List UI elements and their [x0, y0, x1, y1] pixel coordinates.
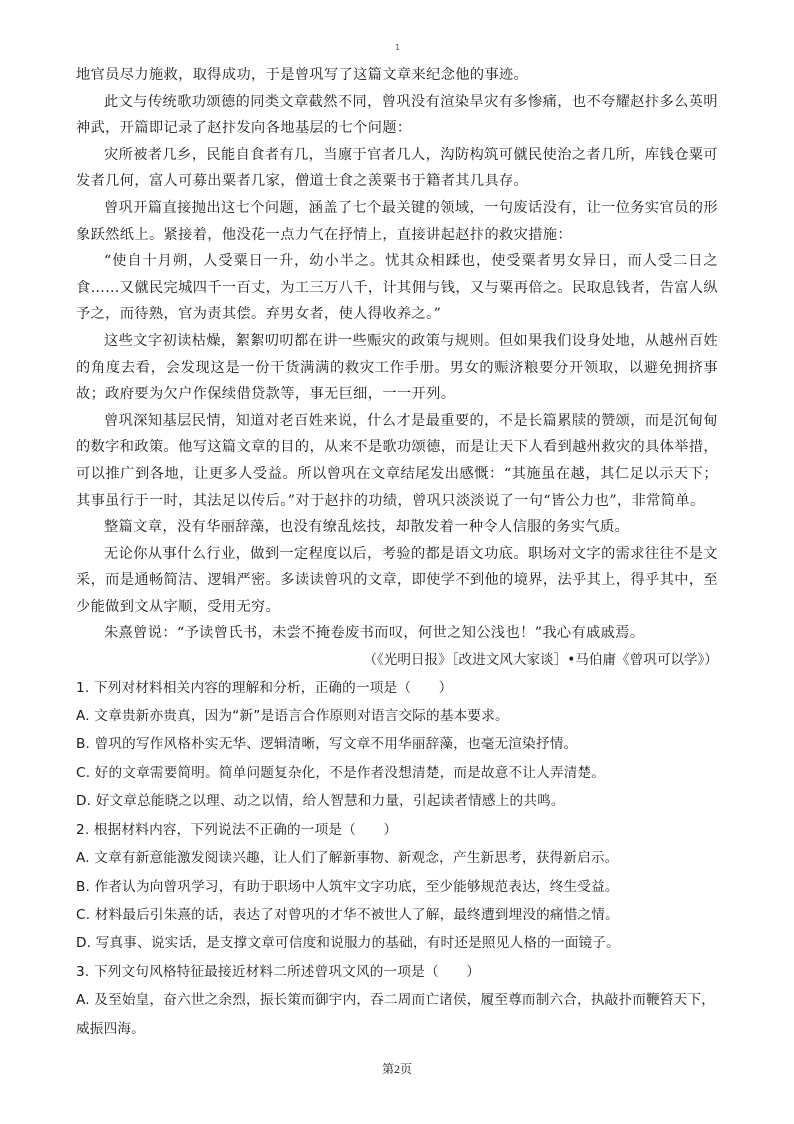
question-2-stem: 2. 根据材料内容，下列说法不正确的一项是（ ）: [76, 821, 398, 838]
passage-source: （《光明日报》［改进文风大家谈］•马伯庸《曾巩可以学》）: [363, 652, 718, 669]
passage-paragraph-5: 这些文字初读枯燥，絮絮叨叨都在讲一些赈灾的政策与规则。但如果我们设身处地，从越州百姓的角度去看，会发现这是一份干货满满的救灾工作手册。男女的赈济粮要分开领取，以避免拥挤事故；政府要为欠户作保续借贷款等，事无巨细，一一开列。: [76, 332, 718, 403]
passage-paragraph-7: 整篇文章，没有华丽辞藻，也没有缭乱炫技，却散发着一种令人信服的务实气质。: [104, 519, 630, 536]
question-2-option-a: A. 文章有新意能激发阅读兴趣，让人们了解新事物、新观念，产生新思考，获得新启示。: [76, 850, 619, 867]
question-2-option-c: C. 材料最后引朱熹的话，表达了对曾巩的才华不被世人了解，最终遭到埋没的痛惜之情。: [76, 906, 619, 923]
passage-paragraph-3: 曾巩开篇直接抛出这七个问题，涵盖了七个最关键的领域，一句废话没有，让一位务实官员的形象跃然纸上。紧接着，他没花一点力气在抒情上，直接讲起赵抃的救灾措施：: [76, 199, 718, 243]
question-1-option-a: A. 文章贵新亦贵真，因为“新”是语言合作原则对语言交际的基本要求。: [76, 708, 509, 725]
passage-quote-measures: “使自十月朔，人受粟日一升，幼小半之。忧其众相蹂也，使受粟者男女异日，而人受二日之食……又僦民完城四千一百丈，为工三万八千，计其佣与钱，又与粟再倍之。民取息钱者，告富人纵予之，而待熟，官为责其偿。弃男女者，使人得收养之。”: [76, 253, 718, 323]
question-1-stem: 1. 下列对材料相关内容的理解和分析，正确的一项是（ ）: [76, 679, 453, 696]
passage-paragraph-6: 曾巩深知基层民情，知道对老百姓来说，什么才是最重要的，不是长篇累牍的赞颂，而是沉甸甸的数字和政策。他写这篇文章的目的，从来不是歌功颂德，而是让天下人看到越州救灾的具体举措，可以推广到各地，让更多人受益。所以曾巩在文章结尾发出感慨：“其施虽在越，其仁足以示天下；其事虽行于一时，其法足以传后。”对于赵抃的功绩，曾巩只淡淡说了一句“皆公力也”，非常简单。: [76, 412, 718, 509]
question-2-option-b: B. 作者认为向曾巩学习，有助于职场中人筑牢文字功底，至少能够规范表达，终生受益。: [76, 878, 619, 895]
top-mark: 1: [395, 43, 401, 52]
passage-paragraph-9: 朱熹曾说：“予读曾氏书，未尝不掩卷废书而叹，何世之知公浅也！”我心有戚戚焉。: [104, 625, 645, 642]
question-3-stem: 3. 下列文句风格特征最接近材料二所述曾巩文风的一项是（ ）: [76, 963, 481, 980]
question-3-option-a: A. 及至始皇，奋六世之余烈，振长策而御宇内，吞二周而亡诸侯，履至尊而制六合，执敲扑而鞭笞天下，威振四海。: [76, 992, 716, 1037]
passage-quote-questions: 灾所被者几乡，民能自食者有几，当廪于官者几人，沟防构筑可僦民使治之者几所，库钱仓粟可发者几何，富人可募出粟者几家，僧道士食之羡粟书于籍者其几具存。: [76, 146, 718, 190]
question-1-option-c: C. 好的文章需要简明。简单问题复杂化，不是作者没想清楚，而是故意不让人弄清楚。: [76, 764, 606, 781]
question-1-option-b: B. 曾巩的写作风格朴实无华、逻辑清晰，写文章不用华丽辞藻，也毫无渲染抒情。: [76, 736, 578, 753]
passage-paragraph-1: 此文与传统歌功颂德的同类文章截然不同，曾巩没有渲染旱灾有多惨痛，也不夸耀赵抃多么英明神武，开篇即记录了赵抃发向各地基层的七个问题：: [76, 93, 718, 137]
page-number: 第2页: [381, 1062, 412, 1076]
passage-paragraph-0: 地官员尽力施救，取得成功，于是曾巩写了这篇文章来纪念他的事迹。: [76, 67, 529, 83]
question-2-option-d: D. 写真事、说实话，是支撑文章可信度和说服力的基础，有时还是照见人格的一面镜子。: [76, 935, 620, 952]
question-1-option-d: D. 好文章总能晓之以理、动之以情，给人智慧和力量，引起读者情感上的共鸣。: [76, 793, 565, 810]
document-page: [76, 62, 718, 1043]
passage-paragraph-8: 无论你从事什么行业，做到一定程度以后，考验的都是语文功底。职场对文字的需求往往不是文采，而是通畅简洁、逻辑严密。多读读曾巩的文章，即使学不到他的境界，法乎其上，得乎其中，至少能做到文从字顺，受用无穷。: [76, 545, 718, 615]
